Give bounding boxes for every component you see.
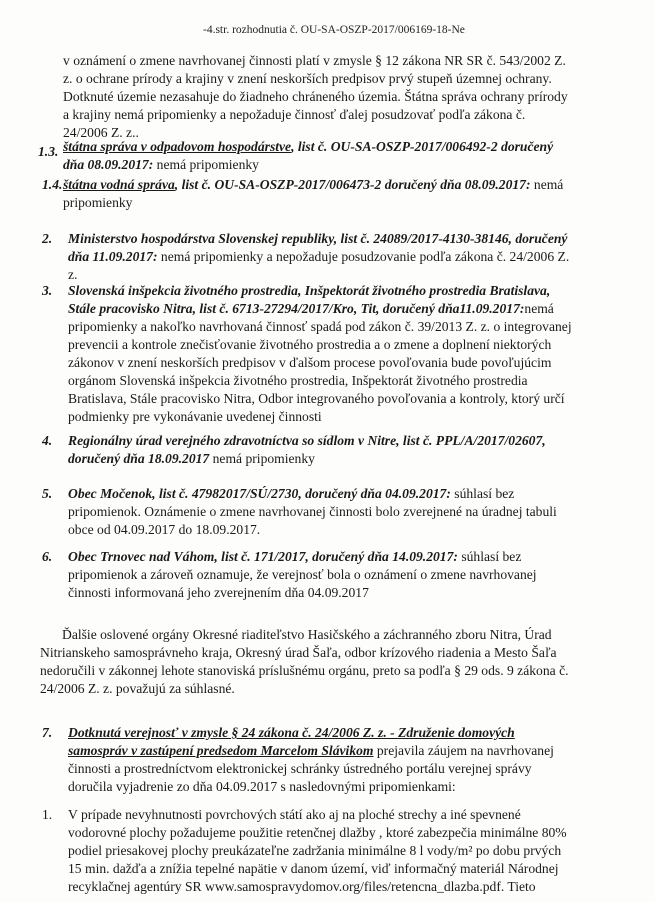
item-text: nemá (524, 301, 554, 316)
item-3 (68, 282, 613, 426)
intro-line: a krajiny nemá pripomienky a nepožaduje činnosť ďalej posudzovať podľa zákona č. (63, 107, 526, 122)
item-text: súhlasí bez (450, 486, 515, 501)
others-line: nedoručili v zákonnej lehote stanoviská príslušnému orgánu, preto sa podľa § 29 ods. 9 zákona č. (40, 663, 569, 678)
item-text: z. (68, 267, 78, 282)
item-number: 4. (42, 433, 53, 448)
item-1-4 (63, 176, 623, 212)
others-line: 24/2006 Z. z. považujú za súhlasné. (40, 681, 235, 696)
item-2 (68, 230, 613, 284)
sub-item-1 (68, 806, 613, 896)
item-ref: , list č. OU-SA-OSZP-2017/006473-2 doručený dňa 08.09.2017: (174, 177, 531, 192)
item-number: 5. (42, 486, 53, 501)
item-date: dňa 11.09.2017: (68, 249, 158, 264)
others-line: Ďalšie oslovené orgány Okresné riaditeľstvo Hasičského a záchranného zboru Nitra, Úrad (62, 627, 552, 642)
item-number: 6. (42, 549, 53, 564)
item-number: 1.4. (42, 177, 63, 192)
item-text: recyklačnej agentúry SR www.samospravydomov.org/files/retencna_dlazba.pdf. Tieto (68, 879, 536, 894)
intro-line: v oznámení o zmene navrhovanej činnosti platí v zmysle § 12 zákona NR SR č. 543/2002 Z. (63, 53, 566, 68)
intro-line: 24/2006 Z. z.. (63, 125, 139, 140)
intro-line: Dotknuté územie nezasahuje do žiadneho chráneného územia. Štátna správa ochrany prírody (63, 89, 568, 104)
item-ref: , list č. OU-SA-OSZP-2017/006492-2 doručený (291, 139, 554, 154)
item-text: Bratislava, Stále pracovisko Nitra, Odbor integrovaného povoľovania a kontroly, ktorý určí (68, 391, 565, 406)
others-line: Nitrianskeho samosprávneho kraja, Okresný úrad Šaľa, odbor krízového riadenia a Mesto Šaľa (40, 645, 557, 660)
others-paragraph (40, 626, 620, 698)
intro-line: z. o ochrane prírody a krajiny v znení neskorších predpisov prvý stupeň územnej ochrany. (63, 71, 552, 86)
item-text: 15 min. dažďa a znížia tepelné napätie v danom území, viď informačný materiál Národnej (68, 861, 559, 876)
item-date: dňa 08.09.2017: (63, 157, 154, 172)
item-text: pripomienok a zároveň oznamuje, že verejnosť bola o oznámení o zmene navrhovanej (68, 567, 537, 582)
page-header: -4.str. rozhodnutia č. OU-SA-OSZP-2017/006169-18-Ne (203, 24, 465, 36)
item-6 (68, 548, 613, 602)
intro-paragraph (63, 52, 611, 142)
item-text: pripomienky a nakoľko navrhovaná činnosť spadá pod zákon č. 39/2013 Z. z. o integrovanej (68, 319, 572, 334)
item-text: činnosti a prostredníctvom elektronickej schránky ústredného portálu verejnej správy (68, 761, 532, 776)
item-number: 1.3. (38, 144, 59, 159)
item-text: orgánom Slovenská inšpekcia životného prostredia, Inšpektorát životného prostredia (68, 373, 528, 388)
item-5 (68, 485, 613, 539)
item-text: činnosti informovaná jeho zverejnením dňa 04.09.2017 (68, 585, 369, 600)
item-title: štátna vodná správa (63, 177, 175, 192)
item-text: podiel priesakovej plochy preukázateľne zadržania minimálne 8 l vody/m² po dobu prvých (68, 843, 562, 858)
item-title: Slovenská inšpekcia životného prostredia, Inšpektorát životného prostredia Bratislava, (68, 283, 551, 298)
item-number: 1. (42, 807, 53, 822)
item-date: doručený dňa 18.09.2017 (68, 451, 210, 466)
item-text: V prípade nevyhnutnosti povrchových státí ako aj na ploché strechy a iné spevnené (68, 807, 521, 822)
item-text: prejavila záujem na navrhovanej (373, 743, 554, 758)
item-text: doručila vyjadrenie zo dňa 04.09.2017 s nasledovnými pripomienkami: (68, 779, 456, 794)
item-ref: Stále pracovisko Nitra, list č. 6713-27294/2017/Kro, Tit, doručený dňa11.09.2017: (68, 301, 525, 316)
item-title: Obec Močenok, list č. 47982017/SÚ/2730, doručený dňa 04.09.2017: (68, 486, 451, 501)
item-text: nemá pripomienky (209, 451, 315, 466)
item-number: 2. (42, 231, 53, 246)
item-number: 3. (42, 283, 53, 298)
item-text: vodorovné plochy požadujeme použitie retenčnej dlažby , ktoré zabezpečia minimálne 80% (68, 825, 567, 840)
item-title: samospráv v zastúpení predsedom Marcelom Slávikom (68, 743, 374, 758)
item-title: Regionálny úrad verejného zdravotníctva so sídlom v Nitre, list č. PPL/A/2017/02607, (68, 433, 546, 448)
item-text: obce od 04.09.2017 do 18.09.2017. (68, 522, 261, 537)
item-text: zákonov v znení neskorších predpisov v ďalšom procese povoľovania bude povoľujúcim (68, 355, 552, 370)
item-1-3 (63, 138, 623, 174)
item-text: pripomienok. Oznámenie o zmene navrhovanej činnosti bolo zverejnené na úradnej tabuli (68, 504, 557, 519)
item-7 (68, 724, 613, 796)
item-number: 7. (42, 725, 53, 740)
item-text: nemá pripomienky a nepožaduje posudzovanie podľa zákona č. 24/2006 Z. (157, 249, 570, 264)
item-title: Dotknutá verejnosť v zmysle § 24 zákona č. 24/2006 Z. z. - Združenie domových (68, 725, 515, 740)
item-title: štátna správa v odpadovom hospodárstve (63, 139, 292, 154)
item-text: prevencii a kontrole znečisťovanie životného prostredia a o zmene a doplnení niektorých (68, 337, 552, 352)
item-text: podmienky pre vykonávanie uvedenej činnosti (68, 409, 322, 424)
item-text: súhlasí bez (457, 549, 522, 564)
item-text: nemá (530, 177, 564, 192)
item-title: Obec Trnovec nad Váhom, list č. 171/2017, doručený dňa 14.09.2017: (68, 549, 458, 564)
item-title: Ministerstvo hospodárstva Slovenskej republiky, list č. 24089/2017-4130-38146, doručený (68, 231, 568, 246)
item-text: pripomienky (63, 195, 133, 210)
item-text: nemá pripomienky (153, 157, 259, 172)
item-4 (68, 432, 613, 468)
